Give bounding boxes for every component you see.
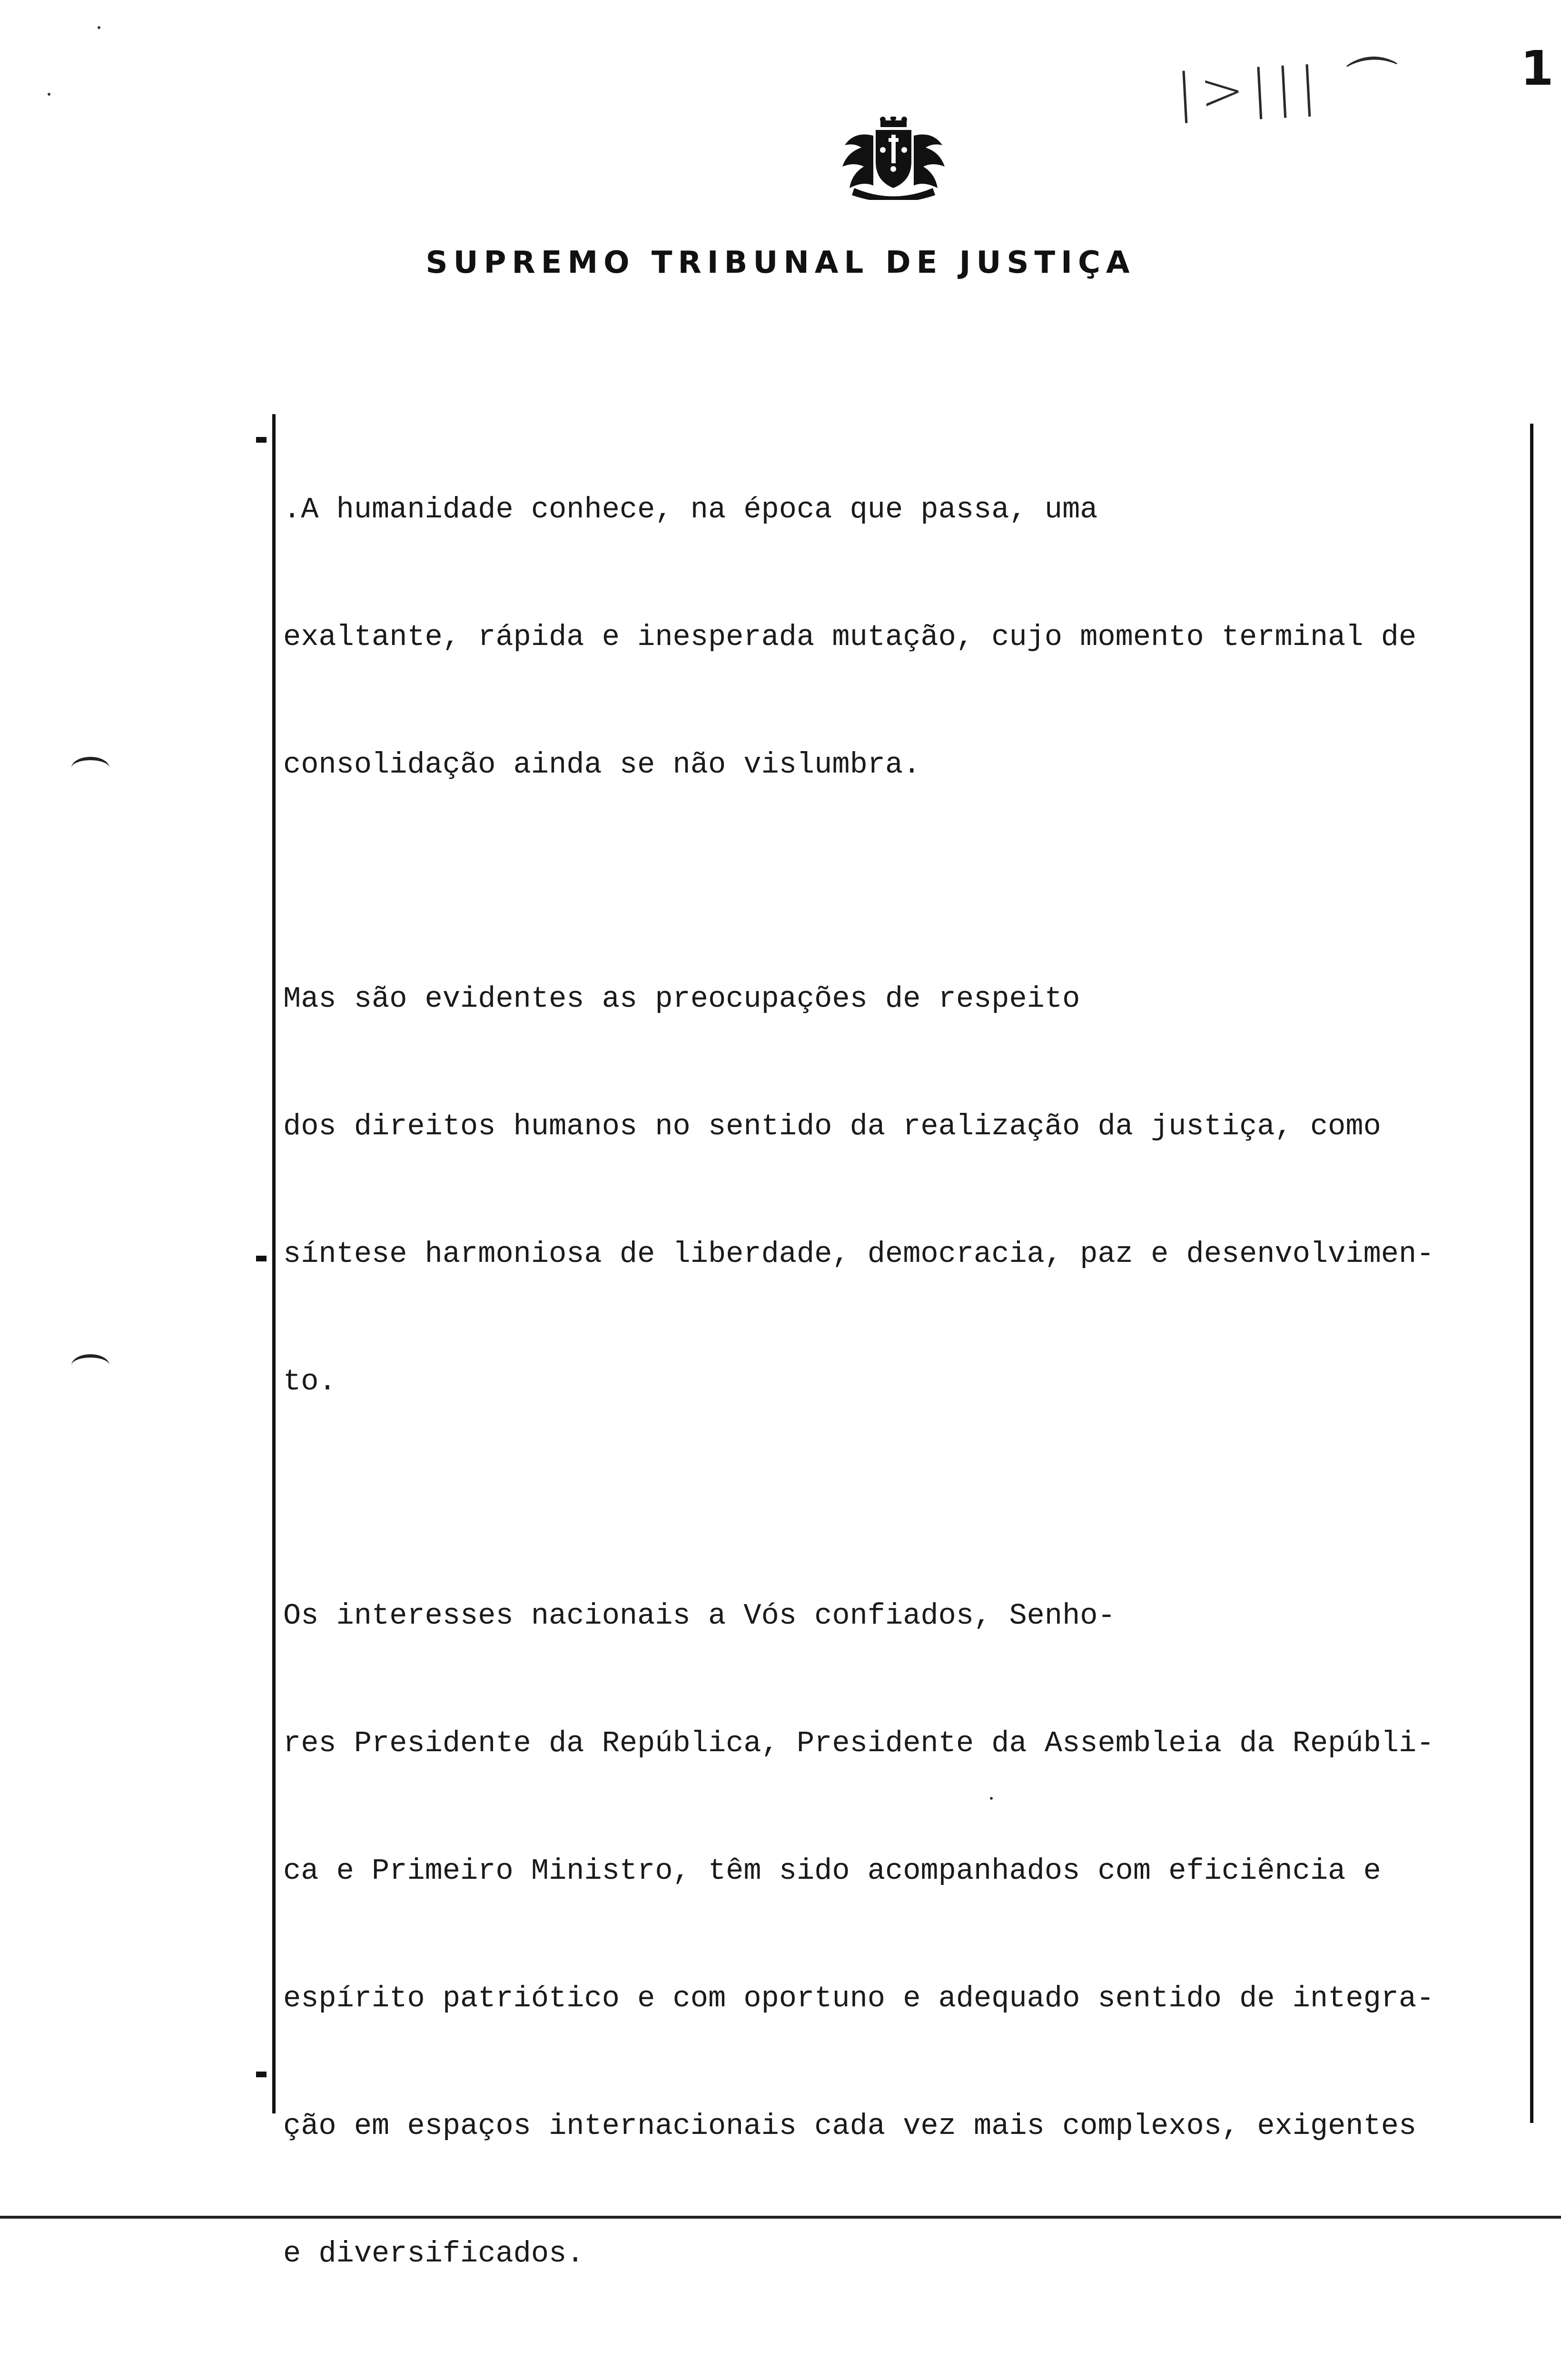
margin-tick	[256, 437, 267, 443]
text-line: Os interesses nacionais a Vós confiados, Senho-	[283, 1599, 1116, 1633]
left-margin-rule	[272, 414, 276, 2113]
text-line: .A humanidade conhece, na época que passa, uma	[283, 493, 1098, 526]
paragraph	[283, 1520, 1521, 2350]
paper-speck	[98, 26, 100, 29]
text-line: res Presidente da República, Presidente da Assembleia da Repúbli-	[283, 1726, 1434, 1760]
margin-mark	[71, 757, 109, 779]
bottom-edge-line	[0, 2216, 1561, 2219]
letter-body	[283, 414, 1521, 2380]
text-line: e diversificados.	[283, 2237, 584, 2271]
text-line: consolidação ainda se não vislumbra.	[283, 748, 921, 782]
paragraph	[283, 903, 1521, 1478]
margin-tick	[256, 2072, 267, 2077]
institution-title: SUPREMO TRIBUNAL DE JUSTIÇA	[425, 245, 1136, 280]
text-line: Mas são evidentes as preocupações de respeito	[283, 982, 1080, 1016]
coat-of-arms-icon	[835, 117, 952, 200]
margin-mark	[71, 1354, 109, 1377]
text-line: exaltante, rápida e inesperada mutação, cujo momento terminal de	[283, 620, 1417, 654]
text-line: ção em espaços internacionais cada vez mais complexos, exigentes	[283, 2109, 1417, 2143]
text-line: espírito patriótico e com oportuno e adequado sentido de integra-	[283, 1982, 1434, 2015]
text-line: síntese harmoniosa de liberdade, democracia, paz e desenvolvimen-	[283, 1237, 1434, 1271]
handwritten-reference: |>||| ⌒	[1174, 50, 1407, 124]
paper-speck	[48, 93, 50, 96]
right-margin-rule	[1530, 424, 1533, 2123]
text-line: ca e Primeiro Ministro, têm sido acompanhados com eficiência e	[283, 1854, 1381, 1888]
margin-tick	[256, 1256, 267, 1261]
text-line: dos direitos humanos no sentido da realização da justiça, como	[283, 1110, 1381, 1143]
paragraph	[283, 414, 1521, 861]
page-number: 1	[1521, 40, 1554, 96]
text-line: to.	[283, 1365, 336, 1398]
